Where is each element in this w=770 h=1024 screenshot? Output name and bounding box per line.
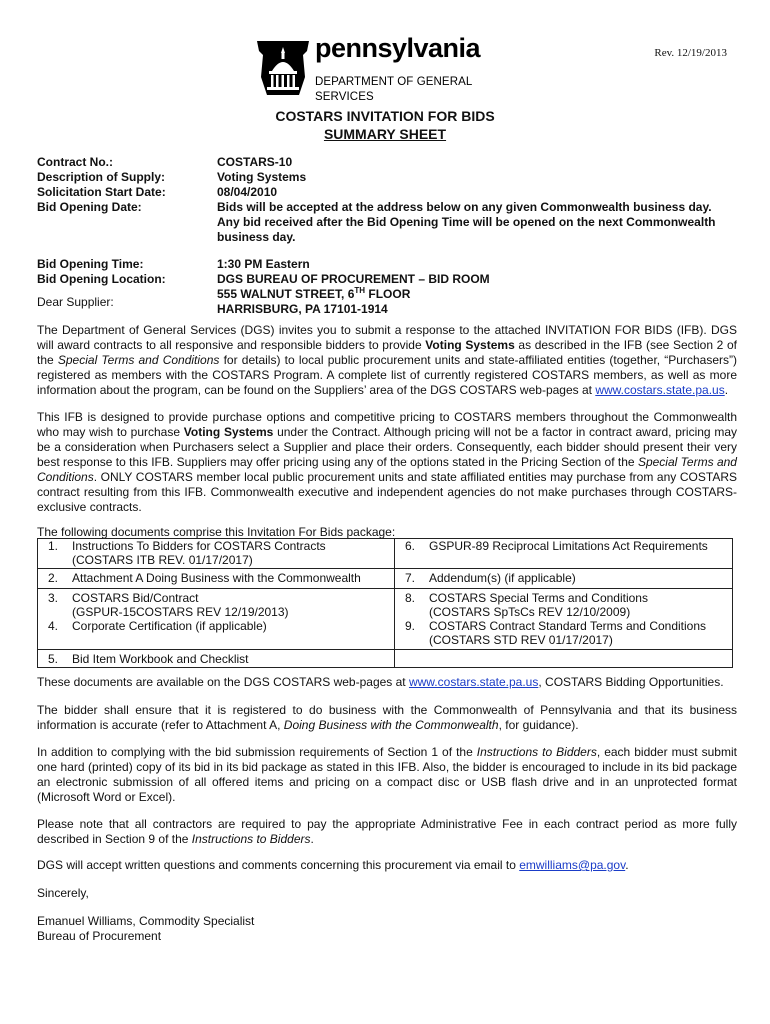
costars-link[interactable]: www.costars.state.pa.us [595, 383, 725, 397]
document-cell: 1. Instructions To Bidders for COSTARS Contracts (COSTARS ITB REV. 01/17/2017) [38, 539, 395, 569]
document-cell: 8. COSTARS Special Terms and Conditions (COSTARS SpTsCs REV 12/10/2009) 9. COSTARS Contract Standard Terms and Conditions (COSTARS STD REV 01/17/2017) [395, 589, 733, 650]
closing: Sincerely, [37, 886, 89, 900]
table-row [38, 569, 733, 589]
summary-row-opening-date [37, 200, 737, 245]
signature-department: Bureau of Procurement [37, 929, 162, 943]
summary-row-opening-time [37, 257, 737, 272]
location-line-1: DGS BUREAU OF PROCUREMENT – BID ROOM [217, 272, 490, 286]
documents-table-wrap [37, 538, 733, 668]
title-line-1: COSTARS INVITATION FOR BIDS [275, 108, 495, 124]
table-row [38, 539, 733, 569]
table-row [38, 650, 733, 668]
contract-label: Contract No.: [37, 155, 113, 169]
summary-row-start-date [37, 185, 737, 200]
paragraph-invitation: The Department of General Services (DGS) invites you to submit a response to the attached INVITATION FOR BIDS (IFB). DGS will award contracts to all responsive and responsible bidders to provide Voting Systems as described in the IFB (see Section 2 of the Special Terms and Conditions for details) to local public procurement units and state-affiliated entities (together, “Purchasers”) registered as members with the COSTARS Program. A complete list of currently registered COSTARS members, as well as more information about the program, can be found on the Suppliers’ area of the DGS COSTARS web-pages at www.costars.state.pa.us. [37, 323, 738, 397]
costars-link-2[interactable]: www.costars.state.pa.us [408, 675, 539, 689]
start-date-value: 08/04/2010 [217, 185, 278, 199]
summary-row-contract [37, 155, 737, 170]
paragraph-registration: The bidder shall ensure that it is registered to do business with the Commonwealth of Pennsylvania and that its business information is accurate (refer to Attachment A, Doing Business with the Commonwealth, for guidance). [37, 703, 737, 732]
location-line-2: 555 WALNUT STREET, 6TH FLOOR [217, 286, 411, 301]
summary-row-description [37, 170, 737, 185]
summary-block [37, 155, 737, 317]
paragraph-availability: These documents are available on the DGS COSTARS web-pages at www.costars.state.pa.us, COSTARS Bidding Opportunities. [37, 675, 724, 689]
paragraph-questions: DGS will accept written questions and comments concerning this procurement via email to emwilliams@pa.gov. [37, 858, 629, 872]
document-cell: 7. Addendum(s) (if applicable) [395, 569, 733, 589]
email-link[interactable]: emwilliams@pa.gov [519, 858, 626, 872]
description-label: Description of Supply: [37, 170, 166, 184]
start-date-label: Solicitation Start Date: [37, 185, 166, 199]
opening-time-label: Bid Opening Time: [37, 257, 144, 271]
document-cell [395, 650, 733, 668]
documents-table [37, 538, 733, 668]
revision-date: Rev. 12/19/2013 [654, 47, 727, 59]
document-cell: 3. COSTARS Bid/Contract (GSPUR-15COSTARS REV 12/19/2013) 4. Corporate Certification (if applicable) [38, 589, 395, 650]
paragraph-admin-fee: Please note that all contractors are required to pay the appropriate Administrative Fee in each contract period as more fully described in Section 9 of the Instructions to Bidders. [37, 817, 737, 846]
table-row [38, 589, 733, 650]
location-line-3: HARRISBURG, PA 17101-1914 [217, 302, 388, 316]
title-line-2: SUMMARY SHEET [323, 126, 447, 142]
document-title [0, 107, 770, 143]
opening-date-label: Bid Opening Date: [37, 200, 142, 214]
document-cell: 2. Attachment A Doing Business with the Commonwealth [38, 569, 395, 589]
keystone-capitol-icon [255, 41, 311, 95]
documents-intro: The following documents comprise this Invitation For Bids package: [37, 525, 396, 539]
logo-wordmark: pennsylvania [315, 33, 481, 63]
pa-dgs-logo [255, 33, 525, 103]
document-cell: 5. Bid Item Workbook and Checklist [38, 650, 395, 668]
opening-date-value: Bids will be accepted at the address below on any given Commonwealth business day. Any bid received after the Bid Opening Time will be opened on the next Commonwealth business day. [217, 200, 716, 244]
contract-value: COSTARS-10 [217, 155, 293, 169]
salutation: Dear Supplier: [37, 295, 114, 309]
opening-time-value: 1:30 PM Eastern [217, 257, 310, 271]
description-value: Voting Systems [217, 170, 307, 184]
document-cell: 6. GSPUR-89 Reciprocal Limitations Act Requirements [395, 539, 733, 569]
signature-name: Emanuel Williams, Commodity Specialist [37, 914, 255, 928]
logo-department: DEPARTMENT OF GENERAL SERVICES [315, 76, 472, 103]
paragraph-submission: In addition to complying with the bid submission requirements of Section 1 of the Instructions to Bidders, each bidder must submit one hard (printed) copy of its bid in its bid package as stated in this IFB. Also, the bidder is encouraged to include in its bid package an electronic submission of all offered items and pricing on a compact disc or USB flash drive and in an unprotected format (Microsoft Word or Excel). [37, 745, 737, 804]
location-label: Bid Opening Location: [37, 272, 166, 286]
paragraph-ifb-purpose: This IFB is designed to provide purchase options and competitive pricing to COSTARS members throughout the Commonwealth who may wish to purchase Voting Systems under the Contract. Although pricing will not be a factor in contract award, pricing may be a consideration when Purchasers select a Supplier and place their orders. Consequently, each bidder should present their very best response to this IFB. Suppliers may offer pricing using any of the options stated in the Pricing Section of the Special Terms and Conditions. ONLY COSTARS member local public procurement units and state affiliated entities may purchase from any COSTARS contract resulting from this IFB. Commonwealth executive and independent agencies do not make purchases through COSTARS-exclusive contracts. [37, 410, 738, 514]
